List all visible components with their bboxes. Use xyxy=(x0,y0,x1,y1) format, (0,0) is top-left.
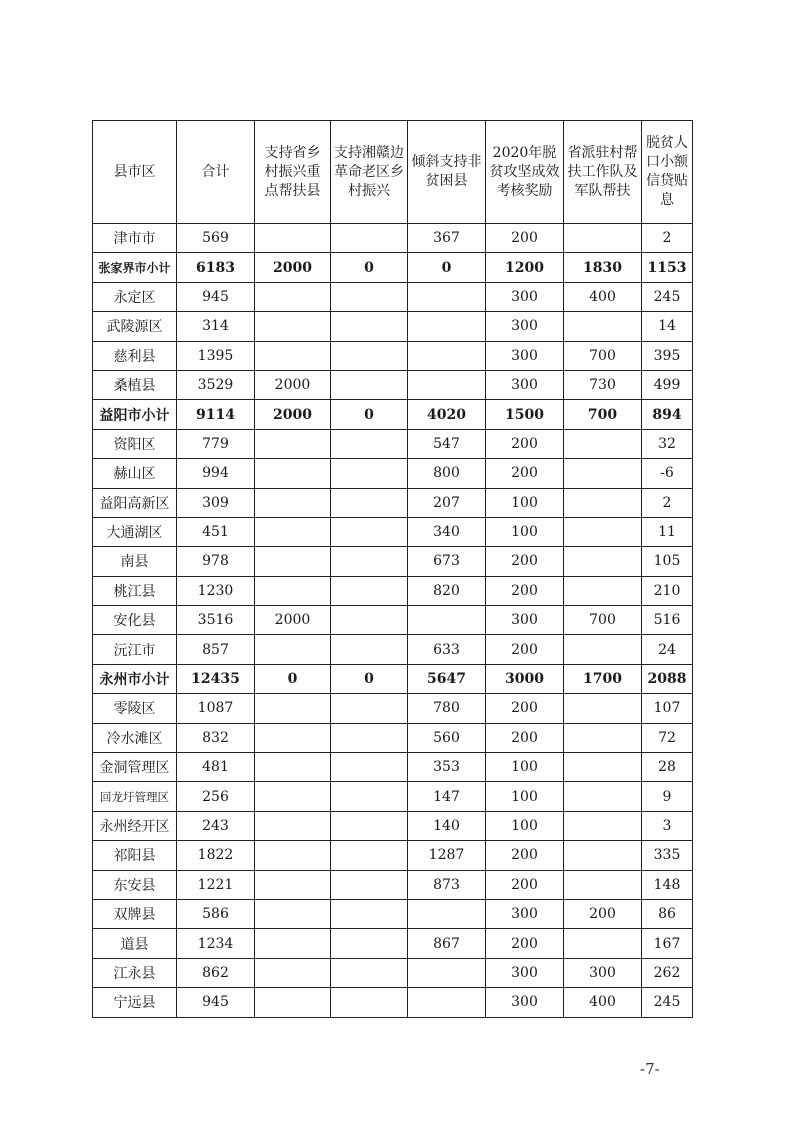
cell-total: 978 xyxy=(177,547,255,576)
table-row-subtotal xyxy=(93,400,693,429)
cell-work-team: 700 xyxy=(564,400,642,429)
cell-assessment-reward: 3000 xyxy=(486,664,564,693)
cell-total: 6183 xyxy=(177,253,255,282)
cell-total: 1822 xyxy=(177,841,255,870)
cell-total: 309 xyxy=(177,488,255,517)
cell-key-support xyxy=(255,694,331,723)
cell-assessment-reward: 200 xyxy=(486,694,564,723)
cell-revolutionary-area xyxy=(331,224,408,253)
cell-work-team xyxy=(564,459,642,488)
cell-total: 1234 xyxy=(177,929,255,958)
cell-work-team: 200 xyxy=(564,899,642,928)
cell-revolutionary-area xyxy=(331,870,408,899)
cell-non-poor-support: 867 xyxy=(408,929,486,958)
cell-key-support xyxy=(255,841,331,870)
cell-microcredit: 516 xyxy=(642,606,693,635)
cell-key-support xyxy=(255,958,331,987)
cell-assessment-reward: 300 xyxy=(486,606,564,635)
cell-key-support: 2000 xyxy=(255,606,331,635)
cell-non-poor-support: 4020 xyxy=(408,400,486,429)
cell-non-poor-support xyxy=(408,282,486,311)
cell-work-team: 730 xyxy=(564,370,642,399)
cell-non-poor-support xyxy=(408,370,486,399)
cell-revolutionary-area xyxy=(331,488,408,517)
cell-assessment-reward: 200 xyxy=(486,576,564,605)
cell-work-team xyxy=(564,811,642,840)
cell-key-support xyxy=(255,782,331,811)
cell-total: 1087 xyxy=(177,694,255,723)
cell-work-team: 1700 xyxy=(564,664,642,693)
cell-microcredit: 2 xyxy=(642,224,693,253)
header-xianggan-revolutionary-area-label: 支持湘赣边革命老区乡村振兴 xyxy=(334,144,404,199)
cell-microcredit: 32 xyxy=(642,429,693,458)
cell-microcredit: -6 xyxy=(642,459,693,488)
cell-microcredit: 1153 xyxy=(642,253,693,282)
cell-non-poor-support: 547 xyxy=(408,429,486,458)
cell-assessment-reward: 200 xyxy=(486,635,564,664)
cell-revolutionary-area xyxy=(331,841,408,870)
table-row xyxy=(93,370,693,399)
cell-microcredit: 245 xyxy=(642,282,693,311)
table-row-subtotal xyxy=(93,664,693,693)
page-number: -7- xyxy=(640,1060,660,1078)
cell-total: 3516 xyxy=(177,606,255,635)
cell-microcredit: 245 xyxy=(642,988,693,1017)
cell-revolutionary-area xyxy=(331,635,408,664)
cell-microcredit: 167 xyxy=(642,929,693,958)
header-village-work-team-label: 省派驻村帮扶工作队及军队帮扶 xyxy=(567,144,638,199)
table-row xyxy=(93,841,693,870)
cell-county: 南县 xyxy=(93,547,177,576)
cell-total: 1230 xyxy=(177,576,255,605)
header-microcredit-subsidy xyxy=(642,121,693,224)
cell-work-team xyxy=(564,870,642,899)
cell-assessment-reward: 300 xyxy=(486,282,564,311)
cell-revolutionary-area xyxy=(331,811,408,840)
table-row xyxy=(93,224,693,253)
cell-work-team xyxy=(564,488,642,517)
cell-revolutionary-area xyxy=(331,958,408,987)
cell-county: 金洞管理区 xyxy=(93,753,177,782)
table-row xyxy=(93,929,693,958)
cell-key-support xyxy=(255,988,331,1017)
cell-assessment-reward: 100 xyxy=(486,753,564,782)
cell-non-poor-support xyxy=(408,988,486,1017)
header-2020-assessment-reward-label: 2020年脱贫攻坚成效考核奖励 xyxy=(489,144,560,199)
cell-key-support xyxy=(255,282,331,311)
header-county-label: 县市区 xyxy=(113,163,156,180)
cell-assessment-reward: 200 xyxy=(486,929,564,958)
cell-work-team: 400 xyxy=(564,988,642,1017)
cell-non-poor-support xyxy=(408,312,486,341)
cell-total: 586 xyxy=(177,899,255,928)
header-key-support-county xyxy=(255,121,331,224)
cell-total: 12435 xyxy=(177,664,255,693)
cell-work-team xyxy=(564,694,642,723)
cell-total: 481 xyxy=(177,753,255,782)
cell-total: 9114 xyxy=(177,400,255,429)
cell-work-team xyxy=(564,224,642,253)
cell-county: 双牌县 xyxy=(93,899,177,928)
cell-microcredit: 28 xyxy=(642,753,693,782)
cell-county: 桃江县 xyxy=(93,576,177,605)
header-county xyxy=(93,121,177,224)
table-row xyxy=(93,488,693,517)
cell-microcredit: 105 xyxy=(642,547,693,576)
cell-non-poor-support: 673 xyxy=(408,547,486,576)
cell-microcredit: 148 xyxy=(642,870,693,899)
cell-key-support xyxy=(255,517,331,546)
cell-microcredit: 107 xyxy=(642,694,693,723)
table-row xyxy=(93,459,693,488)
table-header-row xyxy=(93,121,693,224)
table-row xyxy=(93,606,693,635)
cell-assessment-reward: 300 xyxy=(486,312,564,341)
cell-revolutionary-area xyxy=(331,282,408,311)
cell-work-team xyxy=(564,547,642,576)
cell-total: 3529 xyxy=(177,370,255,399)
cell-county: 永州经开区 xyxy=(93,811,177,840)
table-row xyxy=(93,282,693,311)
cell-assessment-reward: 200 xyxy=(486,841,564,870)
header-microcredit-subsidy-label: 脱贫人口小额信贷贴息 xyxy=(646,135,688,208)
funding-allocation-table xyxy=(92,120,693,1018)
cell-revolutionary-area xyxy=(331,753,408,782)
cell-revolutionary-area xyxy=(331,576,408,605)
cell-assessment-reward: 200 xyxy=(486,224,564,253)
cell-county: 津市市 xyxy=(93,224,177,253)
cell-assessment-reward: 300 xyxy=(486,958,564,987)
cell-total: 451 xyxy=(177,517,255,546)
cell-microcredit: 14 xyxy=(642,312,693,341)
cell-assessment-reward: 300 xyxy=(486,370,564,399)
cell-county: 回龙圩管理区 xyxy=(93,782,177,811)
header-total xyxy=(177,121,255,224)
header-total-label: 合计 xyxy=(201,163,230,180)
cell-microcredit: 11 xyxy=(642,517,693,546)
cell-key-support xyxy=(255,753,331,782)
cell-revolutionary-area xyxy=(331,988,408,1017)
cell-assessment-reward: 300 xyxy=(486,341,564,370)
cell-assessment-reward: 200 xyxy=(486,459,564,488)
cell-total: 945 xyxy=(177,282,255,311)
cell-non-poor-support: 800 xyxy=(408,459,486,488)
cell-county: 永定区 xyxy=(93,282,177,311)
cell-revolutionary-area xyxy=(331,606,408,635)
cell-non-poor-support: 1287 xyxy=(408,841,486,870)
cell-non-poor-support xyxy=(408,958,486,987)
cell-key-support xyxy=(255,312,331,341)
cell-county: 江永县 xyxy=(93,958,177,987)
cell-county: 慈利县 xyxy=(93,341,177,370)
cell-county: 安化县 xyxy=(93,606,177,635)
cell-total: 832 xyxy=(177,723,255,752)
cell-work-team xyxy=(564,517,642,546)
cell-microcredit: 2088 xyxy=(642,664,693,693)
cell-revolutionary-area xyxy=(331,929,408,958)
cell-revolutionary-area: 0 xyxy=(331,400,408,429)
cell-revolutionary-area xyxy=(331,547,408,576)
cell-county: 武陵源区 xyxy=(93,312,177,341)
cell-microcredit: 86 xyxy=(642,899,693,928)
cell-key-support xyxy=(255,341,331,370)
cell-key-support: 2000 xyxy=(255,370,331,399)
cell-microcredit: 894 xyxy=(642,400,693,429)
cell-assessment-reward: 200 xyxy=(486,429,564,458)
cell-key-support xyxy=(255,224,331,253)
cell-assessment-reward: 1500 xyxy=(486,400,564,429)
cell-county: 宁远县 xyxy=(93,988,177,1017)
cell-assessment-reward: 200 xyxy=(486,870,564,899)
cell-key-support xyxy=(255,488,331,517)
cell-microcredit: 262 xyxy=(642,958,693,987)
cell-assessment-reward: 300 xyxy=(486,988,564,1017)
cell-key-support xyxy=(255,429,331,458)
cell-work-team xyxy=(564,841,642,870)
cell-revolutionary-area xyxy=(331,312,408,341)
cell-total: 945 xyxy=(177,988,255,1017)
cell-non-poor-support: 560 xyxy=(408,723,486,752)
table-row xyxy=(93,782,693,811)
cell-non-poor-support: 633 xyxy=(408,635,486,664)
header-village-work-team xyxy=(564,121,642,224)
cell-assessment-reward: 1200 xyxy=(486,253,564,282)
cell-microcredit: 395 xyxy=(642,341,693,370)
table-row xyxy=(93,694,693,723)
cell-work-team xyxy=(564,929,642,958)
cell-county: 祁阳县 xyxy=(93,841,177,870)
cell-microcredit: 499 xyxy=(642,370,693,399)
cell-county: 桑植县 xyxy=(93,370,177,399)
cell-key-support xyxy=(255,899,331,928)
cell-work-team xyxy=(564,782,642,811)
cell-non-poor-support: 147 xyxy=(408,782,486,811)
cell-work-team xyxy=(564,312,642,341)
cell-revolutionary-area xyxy=(331,517,408,546)
cell-non-poor-support xyxy=(408,606,486,635)
cell-assessment-reward: 100 xyxy=(486,517,564,546)
cell-revolutionary-area: 0 xyxy=(331,253,408,282)
cell-assessment-reward: 200 xyxy=(486,547,564,576)
header-non-poor-county-support-label: 倾斜支持非贫困县 xyxy=(411,154,482,189)
cell-revolutionary-area xyxy=(331,341,408,370)
cell-county: 东安县 xyxy=(93,870,177,899)
table-row xyxy=(93,988,693,1017)
table-row xyxy=(93,870,693,899)
table-row xyxy=(93,429,693,458)
cell-total: 857 xyxy=(177,635,255,664)
cell-county: 益阳高新区 xyxy=(93,488,177,517)
cell-county: 道县 xyxy=(93,929,177,958)
cell-total: 256 xyxy=(177,782,255,811)
cell-work-team xyxy=(564,723,642,752)
cell-non-poor-support xyxy=(408,341,486,370)
cell-county: 冷水滩区 xyxy=(93,723,177,752)
cell-work-team: 700 xyxy=(564,606,642,635)
cell-total: 569 xyxy=(177,224,255,253)
cell-non-poor-support: 873 xyxy=(408,870,486,899)
cell-work-team xyxy=(564,753,642,782)
header-xianggan-revolutionary-area xyxy=(331,121,408,224)
cell-work-team: 1830 xyxy=(564,253,642,282)
cell-revolutionary-area xyxy=(331,429,408,458)
cell-non-poor-support: 0 xyxy=(408,253,486,282)
cell-key-support: 2000 xyxy=(255,253,331,282)
cell-revolutionary-area: 0 xyxy=(331,664,408,693)
cell-key-support xyxy=(255,635,331,664)
header-key-support-county-label: 支持省乡村振兴重点帮扶县 xyxy=(264,144,321,199)
cell-revolutionary-area xyxy=(331,899,408,928)
table-row xyxy=(93,899,693,928)
cell-key-support xyxy=(255,576,331,605)
cell-non-poor-support: 820 xyxy=(408,576,486,605)
header-2020-assessment-reward xyxy=(486,121,564,224)
cell-assessment-reward: 100 xyxy=(486,782,564,811)
table-row xyxy=(93,811,693,840)
cell-revolutionary-area xyxy=(331,459,408,488)
cell-county: 大通湖区 xyxy=(93,517,177,546)
cell-key-support: 0 xyxy=(255,664,331,693)
cell-revolutionary-area xyxy=(331,694,408,723)
cell-county: 永州市小计 xyxy=(93,664,177,693)
cell-county: 张家界市小计 xyxy=(93,253,177,282)
cell-county: 资阳区 xyxy=(93,429,177,458)
cell-county: 益阳市小计 xyxy=(93,400,177,429)
table-row xyxy=(93,547,693,576)
cell-non-poor-support: 5647 xyxy=(408,664,486,693)
cell-microcredit: 24 xyxy=(642,635,693,664)
table-row xyxy=(93,958,693,987)
cell-assessment-reward: 200 xyxy=(486,723,564,752)
cell-non-poor-support: 367 xyxy=(408,224,486,253)
cell-revolutionary-area xyxy=(331,370,408,399)
cell-key-support xyxy=(255,723,331,752)
cell-non-poor-support: 780 xyxy=(408,694,486,723)
cell-key-support xyxy=(255,811,331,840)
table-row xyxy=(93,312,693,341)
cell-total: 314 xyxy=(177,312,255,341)
cell-county: 沅江市 xyxy=(93,635,177,664)
cell-microcredit: 9 xyxy=(642,782,693,811)
cell-work-team: 700 xyxy=(564,341,642,370)
cell-non-poor-support xyxy=(408,899,486,928)
cell-total: 243 xyxy=(177,811,255,840)
cell-total: 862 xyxy=(177,958,255,987)
cell-key-support: 2000 xyxy=(255,400,331,429)
cell-key-support xyxy=(255,547,331,576)
cell-total: 1221 xyxy=(177,870,255,899)
cell-assessment-reward: 100 xyxy=(486,811,564,840)
cell-microcredit: 3 xyxy=(642,811,693,840)
cell-revolutionary-area xyxy=(331,723,408,752)
cell-work-team xyxy=(564,429,642,458)
cell-microcredit: 335 xyxy=(642,841,693,870)
cell-key-support xyxy=(255,929,331,958)
cell-key-support xyxy=(255,459,331,488)
cell-assessment-reward: 300 xyxy=(486,899,564,928)
table-row xyxy=(93,576,693,605)
cell-key-support xyxy=(255,870,331,899)
cell-total: 994 xyxy=(177,459,255,488)
table-row-subtotal xyxy=(93,253,693,282)
cell-work-team: 400 xyxy=(564,282,642,311)
cell-assessment-reward: 100 xyxy=(486,488,564,517)
cell-non-poor-support: 207 xyxy=(408,488,486,517)
cell-total: 1395 xyxy=(177,341,255,370)
cell-non-poor-support: 340 xyxy=(408,517,486,546)
table-row xyxy=(93,753,693,782)
table-row xyxy=(93,723,693,752)
cell-microcredit: 72 xyxy=(642,723,693,752)
table-row xyxy=(93,635,693,664)
table-row xyxy=(93,341,693,370)
cell-non-poor-support: 140 xyxy=(408,811,486,840)
cell-revolutionary-area xyxy=(331,782,408,811)
cell-county: 赫山区 xyxy=(93,459,177,488)
table-row xyxy=(93,517,693,546)
header-non-poor-county-support xyxy=(408,121,486,224)
cell-microcredit: 210 xyxy=(642,576,693,605)
cell-county: 零陵区 xyxy=(93,694,177,723)
cell-total: 779 xyxy=(177,429,255,458)
cell-work-team xyxy=(564,635,642,664)
cell-non-poor-support: 353 xyxy=(408,753,486,782)
cell-work-team xyxy=(564,576,642,605)
cell-microcredit: 2 xyxy=(642,488,693,517)
cell-work-team: 300 xyxy=(564,958,642,987)
